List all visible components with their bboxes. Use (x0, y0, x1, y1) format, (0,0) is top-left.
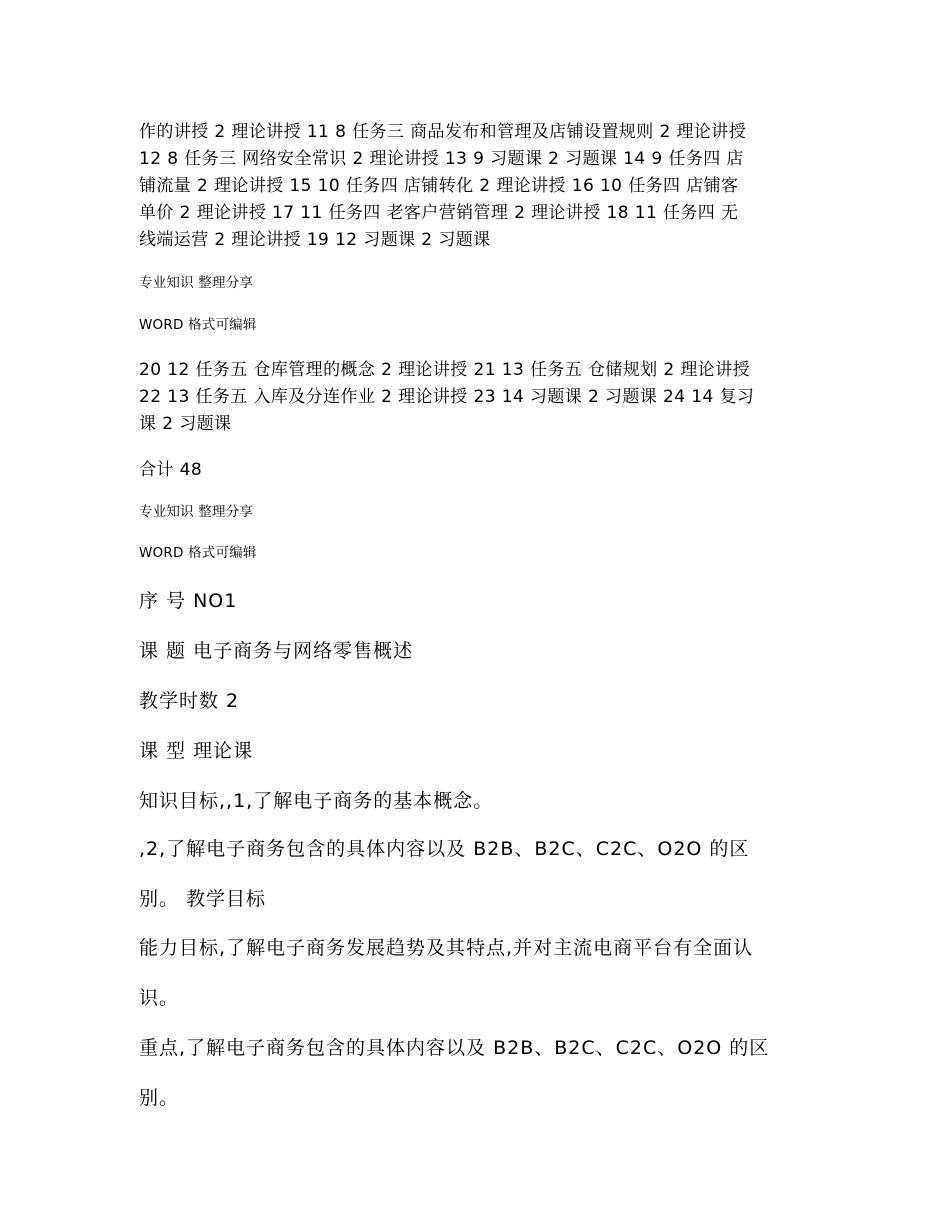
schedule-line: 12 8 任务三 网络安全常识 2 理论讲授 13 9 习题课 2 习题课 14 9 任务四 店 (139, 149, 744, 169)
schedule-line: 作的讲授 2 理论讲授 11 8 任务三 商品发布和管理及店铺设置规则 2 理论讲授 (139, 122, 747, 142)
ability-goal: 能力目标,了解电子商务发展趋势及其特点,并对主流电商平台有全面认 (139, 937, 754, 959)
ability-goal-cont: 识。 (139, 987, 180, 1009)
key-point: 重点,了解电子商务包含的具体内容以及 B2B、B2C、C2C、O2O 的区 (139, 1037, 770, 1059)
schedule-line: 22 13 任务五 入库及分连作业 2 理论讲授 23 14 习题课 2 习题课 24 14 复习 (139, 387, 755, 407)
schedule-line: 线端运营 2 理论讲授 19 12 习题课 2 习题课 (139, 230, 491, 250)
knowledge-goal-2: ,2,了解电子商务包含的具体内容以及 B2B、B2C、C2C、O2O 的区 (139, 838, 750, 860)
footer-format: WORD 格式可编辑 (139, 545, 257, 561)
knowledge-goal-1: 知识目标,,1,了解电子商务的基本概念。 (139, 790, 494, 812)
schedule-line: 单价 2 理论讲授 17 11 任务四 老客户营销管理 2 理论讲授 18 11 任务四 无 (139, 203, 739, 223)
lesson-hours: 教学时数 2 (139, 690, 240, 712)
footer-format: WORD 格式可编辑 (139, 317, 257, 333)
lesson-number: 序 号 NO1 (139, 590, 238, 612)
knowledge-goal-2-cont: 别。 教学目标 (139, 888, 267, 910)
schedule-line: 20 12 任务五 仓库管理的概念 2 理论讲授 21 13 任务五 仓储规划 2 理论讲授 (139, 360, 750, 380)
lesson-type: 课 型 理论课 (139, 740, 254, 762)
schedule-line: 铺流量 2 理论讲授 15 10 任务四 店铺转化 2 理论讲授 16 10 任务四 店铺客 (139, 176, 739, 196)
key-point-cont: 别。 (139, 1087, 180, 1109)
schedule-line: 课 2 习题课 (139, 414, 232, 434)
footer-note: 专业知识 整理分享 (139, 504, 254, 520)
lesson-topic: 课 题 电子商务与网络零售概述 (139, 640, 414, 662)
total-hours: 合计 48 (139, 460, 203, 480)
footer-note: 专业知识 整理分享 (139, 275, 254, 291)
